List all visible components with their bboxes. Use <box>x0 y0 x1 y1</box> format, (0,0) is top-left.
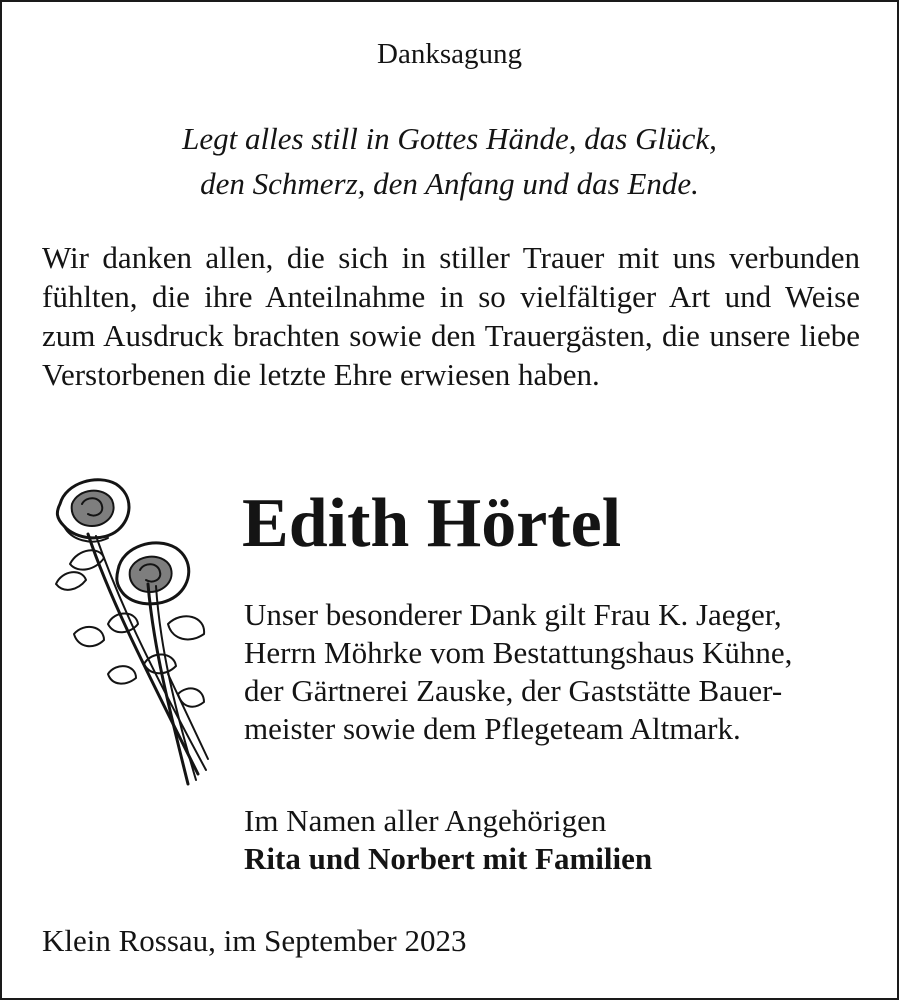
special-thanks-line: Unser besonderer Dank gilt Frau K. Jaeger, <box>244 597 782 632</box>
special-thanks-line: meister sowie dem Pflegeteam Altmark. <box>244 711 741 746</box>
notice-heading: Danksagung <box>377 38 522 70</box>
thanks-paragraph: Wir danken allen, die sich in stiller Trauer mit uns verbunden fühlten, die ihre Anteilnahme in so vielfältiger Art und Weise zum Ausdruck brachten sowie den Trauergästen, die unsere liebe Verstorbenen die letzte Ehre erwiesen haben. <box>42 240 860 392</box>
verse-line: den Schmerz, den Anfang und das Ende. <box>200 166 699 201</box>
verse-quote <box>2 116 897 206</box>
signoff-intro: Im Namen aller Angehörigen <box>244 803 607 838</box>
special-thanks-line: Herrn Möhrke vom Bestattungshaus Kühne, <box>244 635 793 670</box>
signoff-family: Rita und Norbert mit Familien <box>244 841 653 876</box>
special-thanks-line: der Gärtnerei Zauske, der Gaststätte Bauer- <box>244 673 783 708</box>
deceased-name: Edith Hörtel <box>242 485 622 562</box>
roses-icon <box>48 474 216 792</box>
special-thanks <box>244 596 864 748</box>
signoff <box>244 802 864 878</box>
verse-line: Legt alles still in Gottes Hände, das Glück, <box>182 121 717 156</box>
place-date: Klein Rossau, im September 2023 <box>42 923 467 958</box>
